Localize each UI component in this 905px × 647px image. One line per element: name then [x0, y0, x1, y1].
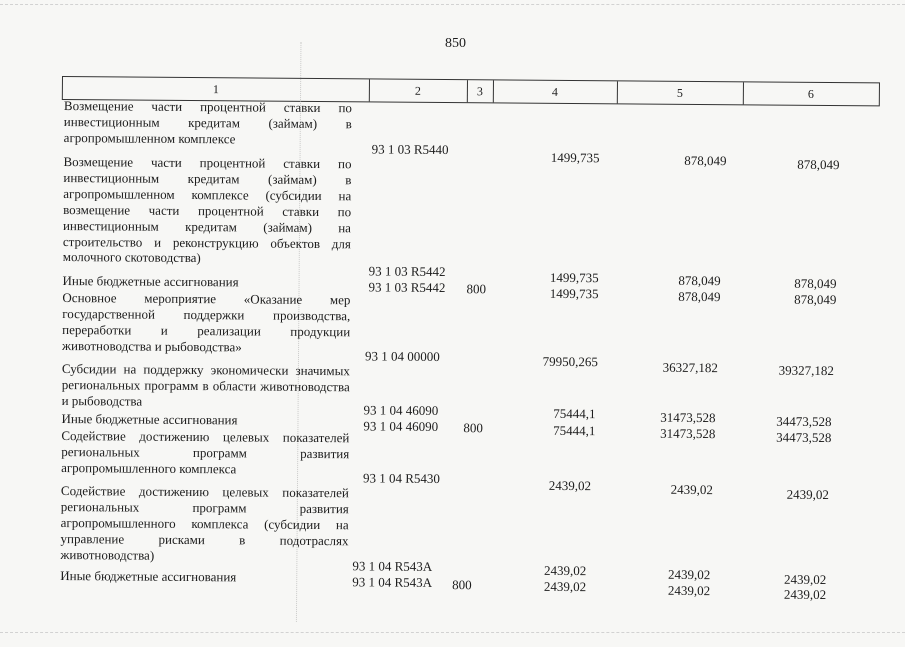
table-row-value-4: 2439,02 — [544, 562, 587, 579]
table-row-value-4: 2439,02 — [543, 578, 587, 595]
table-row-code: 93 1 04 00000 — [364, 348, 440, 364]
table-row-type: 800 — [463, 420, 483, 436]
table-row-value-5: 36327,182 — [662, 359, 718, 376]
table-row-value-4: 79950,265 — [542, 353, 599, 370]
table-row-value-5: 31473,528 — [660, 425, 716, 442]
table-row-desc: Содействие достижению целевых показателей региональных программ развития агропромышленного комплекса — [61, 428, 350, 477]
header-col-3: 3 — [467, 80, 494, 102]
table-row-value-4: 1499,735 — [550, 149, 600, 166]
table-row-desc: Иные бюджетные ассигнования — [61, 411, 238, 428]
table-row-value-5: 878,049 — [678, 288, 721, 305]
table-row-code: 93 1 03 R5442 — [368, 279, 446, 296]
table-row-code: 93 1 04 46090 — [363, 402, 439, 418]
table-row-desc: Возмещение части процентной ставки по инвестиционным кредитам (займам) в агропромышленном комплексе — [63, 98, 353, 147]
table-row-value-4: 1499,735 — [549, 285, 599, 302]
table-row-value-5: 2439,02 — [667, 566, 711, 583]
table-row-value-6: 878,049 — [797, 156, 840, 173]
table-row-desc: Основное мероприятие «Оказание мер государственной поддержки производства, переработки и реализации продукции животноводства и рыбоводства» — [62, 290, 351, 355]
header-col-1: 1 — [63, 77, 370, 101]
table-row-value-5: 878,049 — [684, 152, 727, 169]
table-row-value-5: 2439,02 — [670, 481, 714, 498]
table-row-value-6: 878,049 — [794, 291, 837, 308]
page-number: 850 — [445, 36, 466, 51]
table-row-value-6: 34473,528 — [776, 429, 832, 446]
table-row-desc: Возмещение части процентной ставки по инвестиционным кредитам (займам) в агропромышленном комплексе (субсидии на возмещение части процентной ставки по инвестиционным кредитам (займам) на строительство и реконструкцию объектов для молочного скотоводства) — [62, 154, 352, 266]
table-row-code: 93 1 04 R543A — [352, 558, 433, 574]
table-row-value-4: 1499,735 — [549, 269, 599, 286]
table-row-code: 93 1 04 R543A — [352, 574, 433, 590]
header-col-4: 4 — [493, 80, 618, 103]
table-row-type: 800 — [452, 577, 472, 593]
table-row-value-6: 2439,02 — [786, 486, 829, 503]
header-col-2: 2 — [369, 79, 468, 102]
table-row-code: 93 1 03 R5440 — [371, 141, 449, 158]
table-row-code: 93 1 04 46090 — [363, 418, 439, 434]
table-row-value-4: 2439,02 — [548, 477, 592, 494]
table-row-type: 800 — [466, 281, 487, 297]
table-row-value-5: 878,049 — [678, 272, 721, 289]
table-row-value-6: 2439,02 — [783, 586, 827, 603]
table-row-value-6: 39327,182 — [778, 362, 834, 379]
table-row-value-4: 75444,1 — [553, 422, 596, 439]
header-col-6: 6 — [807, 86, 814, 101]
table-row-value-5: 31473,528 — [660, 409, 716, 426]
table-row-value-4: 75444,1 — [553, 405, 596, 422]
table-row-value-5: 2439,02 — [667, 582, 711, 599]
table-row-value-6: 34473,528 — [776, 413, 832, 430]
table-row-desc: Иные бюджетные ассигнования — [62, 273, 239, 290]
table-row-value-6: 2439,02 — [783, 571, 827, 588]
table-row-value-6: 878,049 — [794, 275, 837, 292]
table-row-desc: Содействие достижению целевых показателей региональных программ развития агропромышленного комплекса (субсидии на управление рисками в подотраслях животноводства) — [60, 483, 349, 563]
table-row-desc: Иные бюджетные ассигнования — [60, 568, 237, 585]
header-col-5: 5 — [617, 81, 744, 104]
table-row-code: 93 1 03 R5442 — [368, 263, 446, 280]
table-row-code: 93 1 04 R5430 — [362, 470, 441, 486]
table-row-desc: Субсидии на поддержку экономически значимых региональных программ в области животноводства и рыбоводства — [61, 361, 350, 409]
